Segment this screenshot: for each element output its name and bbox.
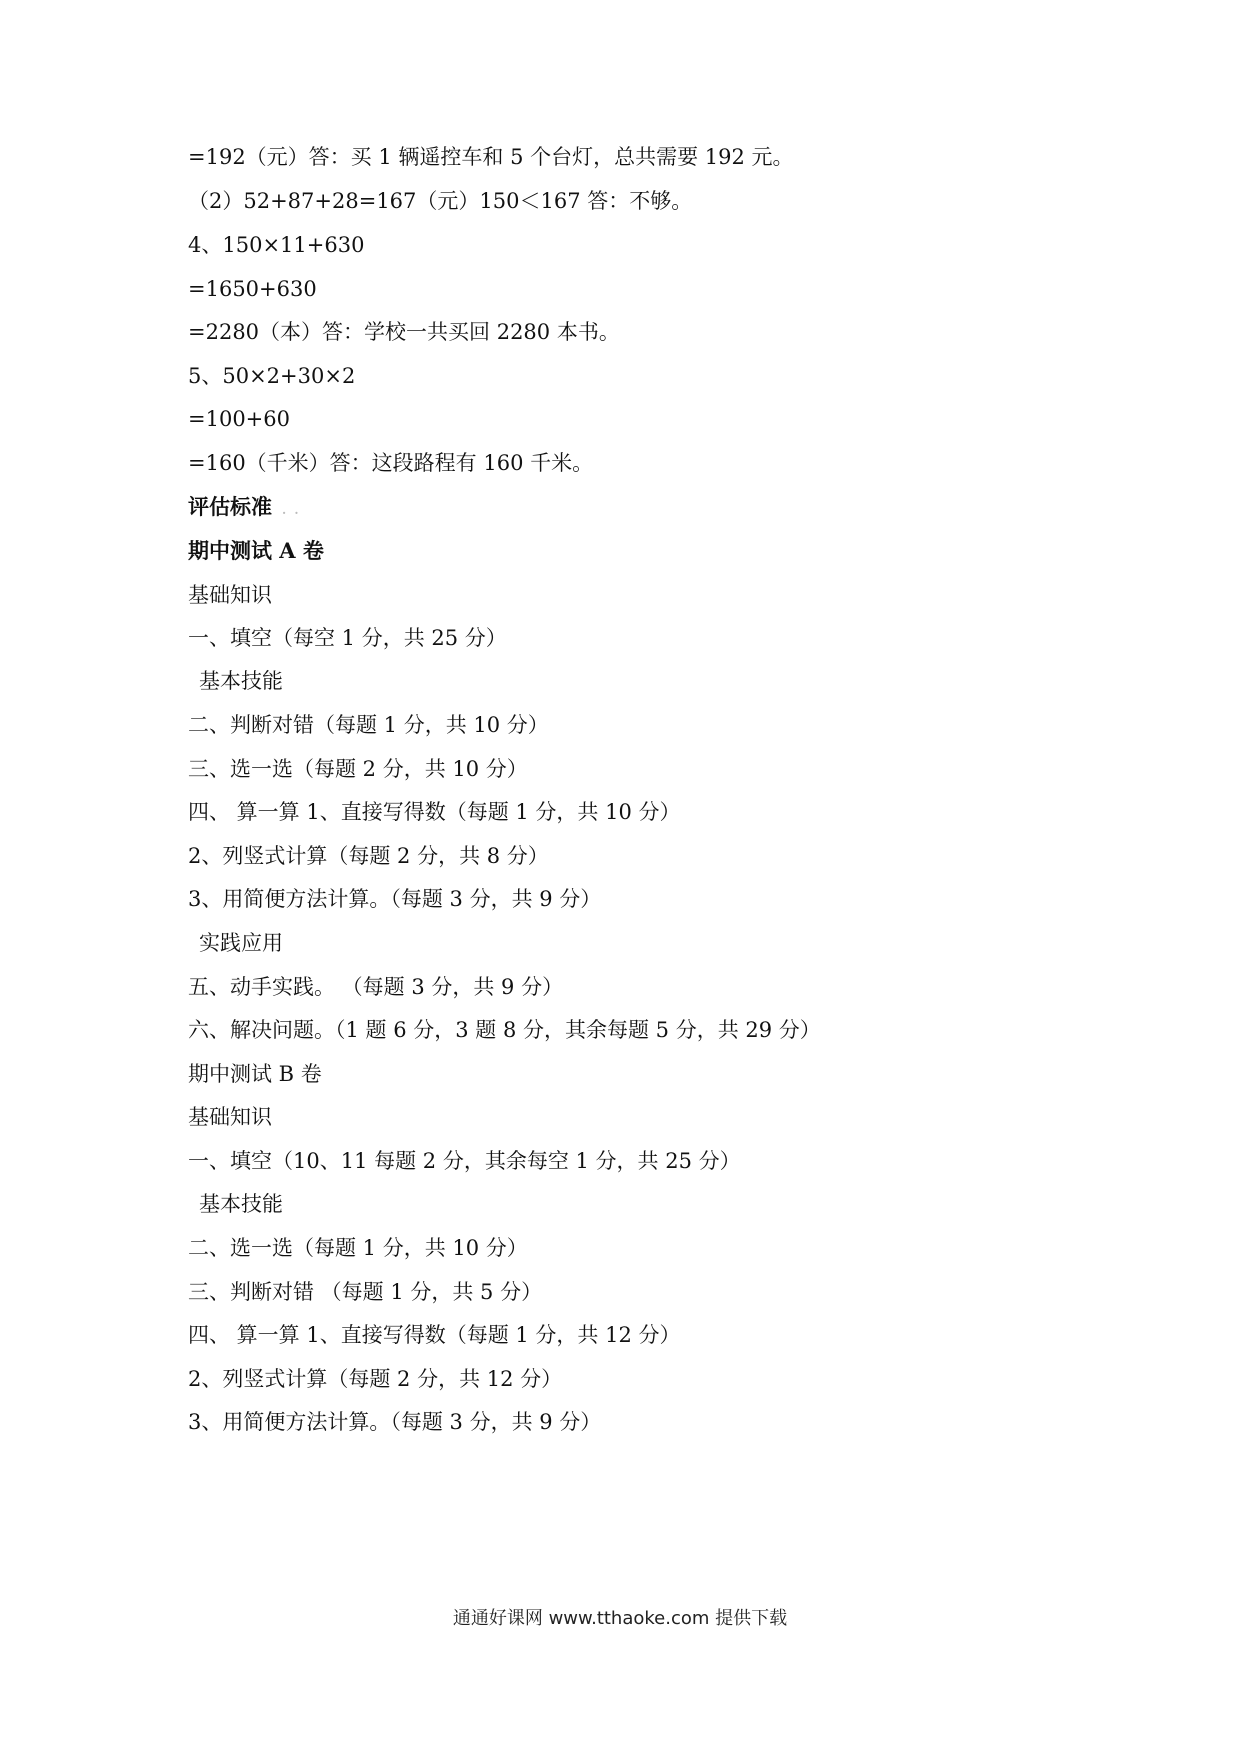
text-line: 2、列竖式计算（每题 2 分，共 12 分）	[188, 1367, 563, 1391]
text-line: 六、解决问题。（1 题 6 分，3 题 8 分，其余每题 5 分，共 29 分）	[188, 1018, 821, 1042]
text-line: 基本技能	[199, 1192, 283, 1216]
page-footer: 通通好课网 www.tthaoke.com 提供下载	[452, 1608, 788, 1629]
text-line: 四、 算一算 1、直接写得数（每题 1 分，共 12 分）	[188, 1323, 681, 1347]
section-heading: 期中测试 A 卷	[188, 538, 324, 563]
text-line: 期中测试 B 卷	[188, 1062, 322, 1086]
text-line: =100+60	[188, 407, 290, 431]
text-line: 5、50×2+30×2	[188, 364, 356, 388]
decorative-dots: . .	[282, 503, 301, 517]
text-line: 三、判断对错 （每题 1 分，共 5 分）	[188, 1280, 543, 1304]
text-line: 3、用简便方法计算。（每题 3 分，共 9 分）	[188, 1410, 602, 1434]
text-line: 基础知识	[188, 1105, 272, 1129]
section-heading-text: 评估标准	[188, 494, 272, 519]
text-line: =2280（本）答：学校一共买回 2280 本书。	[188, 320, 620, 344]
text-line: 四、 算一算 1、直接写得数（每题 1 分，共 10 分）	[188, 800, 681, 824]
text-line: 五、动手实践。 （每题 3 分，共 9 分）	[188, 975, 564, 999]
text-line: 三、选一选（每题 2 分，共 10 分）	[188, 757, 528, 781]
text-line: 一、填空（每空 1 分，共 25 分）	[188, 626, 507, 650]
text-line: 3、用简便方法计算。（每题 3 分，共 9 分）	[188, 887, 602, 911]
text-line: 基本技能	[199, 669, 283, 693]
section-heading	[188, 493, 301, 524]
text-line: =1650+630	[188, 277, 317, 301]
text-line: =192（元）答：买 1 辆遥控车和 5 个台灯，总共需要 192 元。	[188, 145, 794, 169]
text-line: 4、150×11+630	[188, 233, 365, 257]
text-line: 实践应用	[199, 931, 283, 955]
text-line: 一、填空（10、11 每题 2 分，其余每空 1 分，共 25 分）	[188, 1149, 741, 1173]
text-line: 二、判断对错（每题 1 分，共 10 分）	[188, 713, 549, 737]
text-line: 二、选一选（每题 1 分，共 10 分）	[188, 1236, 528, 1260]
text-line: 基础知识	[188, 583, 272, 607]
text-line: （2）52+87+28=167（元）150＜167 答：不够。	[188, 189, 693, 213]
text-line: 2、列竖式计算（每题 2 分，共 8 分）	[188, 844, 549, 868]
text-line: =160（千米）答：这段路程有 160 千米。	[188, 451, 594, 475]
